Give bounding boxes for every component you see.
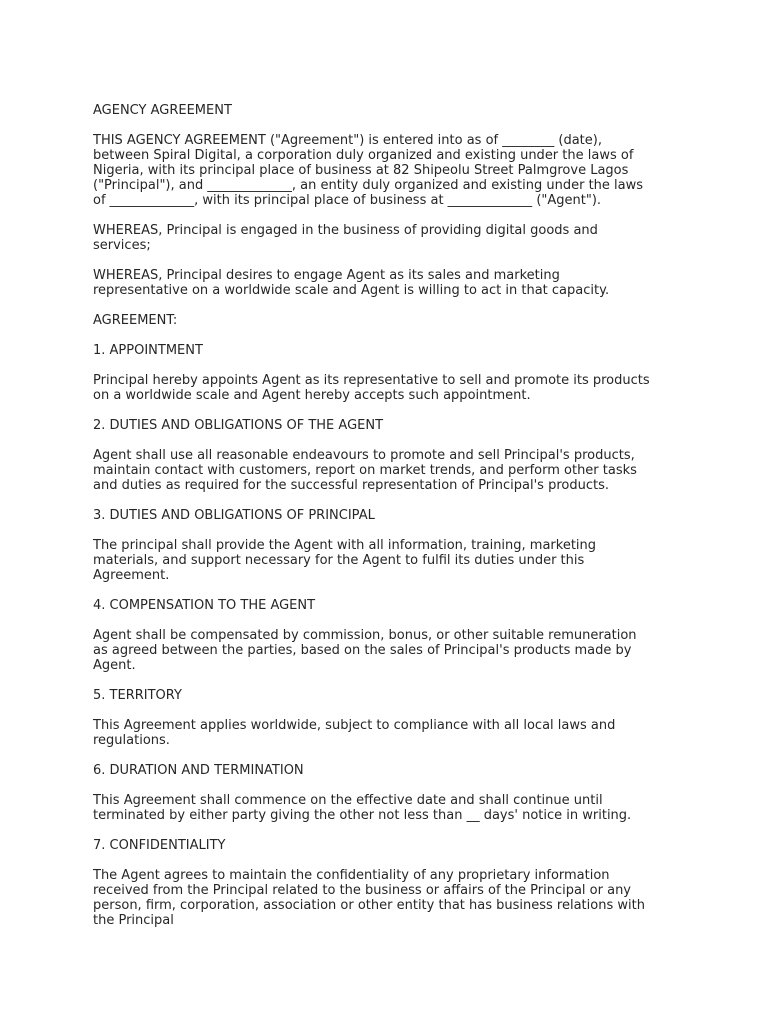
section-body-1 — [93, 373, 693, 403]
section-heading: 1. APPOINTMENT — [93, 343, 203, 358]
section-line: the Principal — [93, 913, 174, 928]
section-body-2 — [93, 448, 693, 493]
section-line: The principal shall provide the Agent with all information, training, marketing — [93, 538, 597, 553]
section-body-3 — [93, 538, 693, 583]
section-line: terminated by either party giving the other not less than __ days' notice in writing. — [93, 808, 632, 823]
document-page — [93, 103, 693, 943]
preamble-line: THIS AGENCY AGREEMENT ("Agreement") is entered into as of ________ (date), — [93, 133, 602, 148]
section-line: Agreement. — [93, 568, 170, 583]
section-line: Agent. — [93, 658, 136, 673]
whereas-line: WHEREAS, Principal is engaged in the business of providing digital goods and — [93, 223, 598, 238]
section-heading-6 — [93, 763, 693, 778]
section-line: received from the Principal related to the business or affairs of the Principal or any — [93, 883, 631, 898]
section-heading-5 — [93, 688, 693, 703]
preamble-line: of _____________, with its principal place of business at _____________ ("Agent"). — [93, 193, 602, 208]
section-line: on a worldwide scale and Agent hereby accepts such appointment. — [93, 388, 531, 403]
whereas-line: services; — [93, 238, 151, 253]
section-heading-7 — [93, 838, 693, 853]
section-line: This Agreement shall commence on the effective date and shall continue until — [93, 793, 603, 808]
agreement-heading: AGREEMENT: — [93, 313, 178, 328]
section-heading: 6. DURATION AND TERMINATION — [93, 763, 304, 778]
section-line: Agent shall be compensated by commission, bonus, or other suitable remuneration — [93, 628, 637, 643]
section-heading-4 — [93, 598, 693, 613]
section-body-5 — [93, 718, 693, 748]
whereas-line: representative on a worldwide scale and Agent is willing to act in that capacity. — [93, 283, 610, 298]
preamble-line: between Spiral Digital, a corporation duly organized and existing under the laws of — [93, 148, 634, 163]
section-body-6 — [93, 793, 693, 823]
whereas-line: WHEREAS, Principal desires to engage Agent as its sales and marketing — [93, 268, 560, 283]
section-heading: 3. DUTIES AND OBLIGATIONS OF PRINCIPAL — [93, 508, 375, 523]
section-heading-1 — [93, 343, 693, 358]
section-line: Principal hereby appoints Agent as its representative to sell and promote its products — [93, 373, 650, 388]
section-line: as agreed between the parties, based on the sales of Principal's products made by — [93, 643, 632, 658]
section-heading: 5. TERRITORY — [93, 688, 182, 703]
whereas-paragraph-1 — [93, 223, 693, 253]
section-line: materials, and support necessary for the Agent to fulfil its duties under this — [93, 553, 585, 568]
section-line: regulations. — [93, 733, 170, 748]
preamble-paragraph — [93, 133, 693, 208]
preamble-line: Nigeria, with its principal place of business at 82 Shipeolu Street Palmgrove Lagos — [93, 163, 629, 178]
section-heading: 7. CONFIDENTIALITY — [93, 838, 226, 853]
section-heading-2 — [93, 418, 693, 433]
section-line: person, firm, corporation, association or other entity that has business relations with — [93, 898, 645, 913]
agreement-heading-block — [93, 313, 693, 328]
document-title: AGENCY AGREEMENT — [93, 103, 232, 118]
section-body-4 — [93, 628, 693, 673]
section-heading-3 — [93, 508, 693, 523]
whereas-paragraph-2 — [93, 268, 693, 298]
section-line: maintain contact with customers, report on market trends, and perform other tasks — [93, 463, 637, 478]
document-title-block — [93, 103, 693, 118]
section-body-7 — [93, 868, 693, 928]
section-heading: 4. COMPENSATION TO THE AGENT — [93, 598, 316, 613]
section-line: and duties as required for the successful representation of Principal's products. — [93, 478, 609, 493]
section-heading: 2. DUTIES AND OBLIGATIONS OF THE AGENT — [93, 418, 384, 433]
section-line: Agent shall use all reasonable endeavours to promote and sell Principal's products, — [93, 448, 635, 463]
section-line: The Agent agrees to maintain the confidentiality of any proprietary information — [93, 868, 610, 883]
preamble-line: ("Principal"), and _____________, an entity duly organized and existing under the laws — [93, 178, 644, 193]
section-line: This Agreement applies worldwide, subject to compliance with all local laws and — [93, 718, 616, 733]
